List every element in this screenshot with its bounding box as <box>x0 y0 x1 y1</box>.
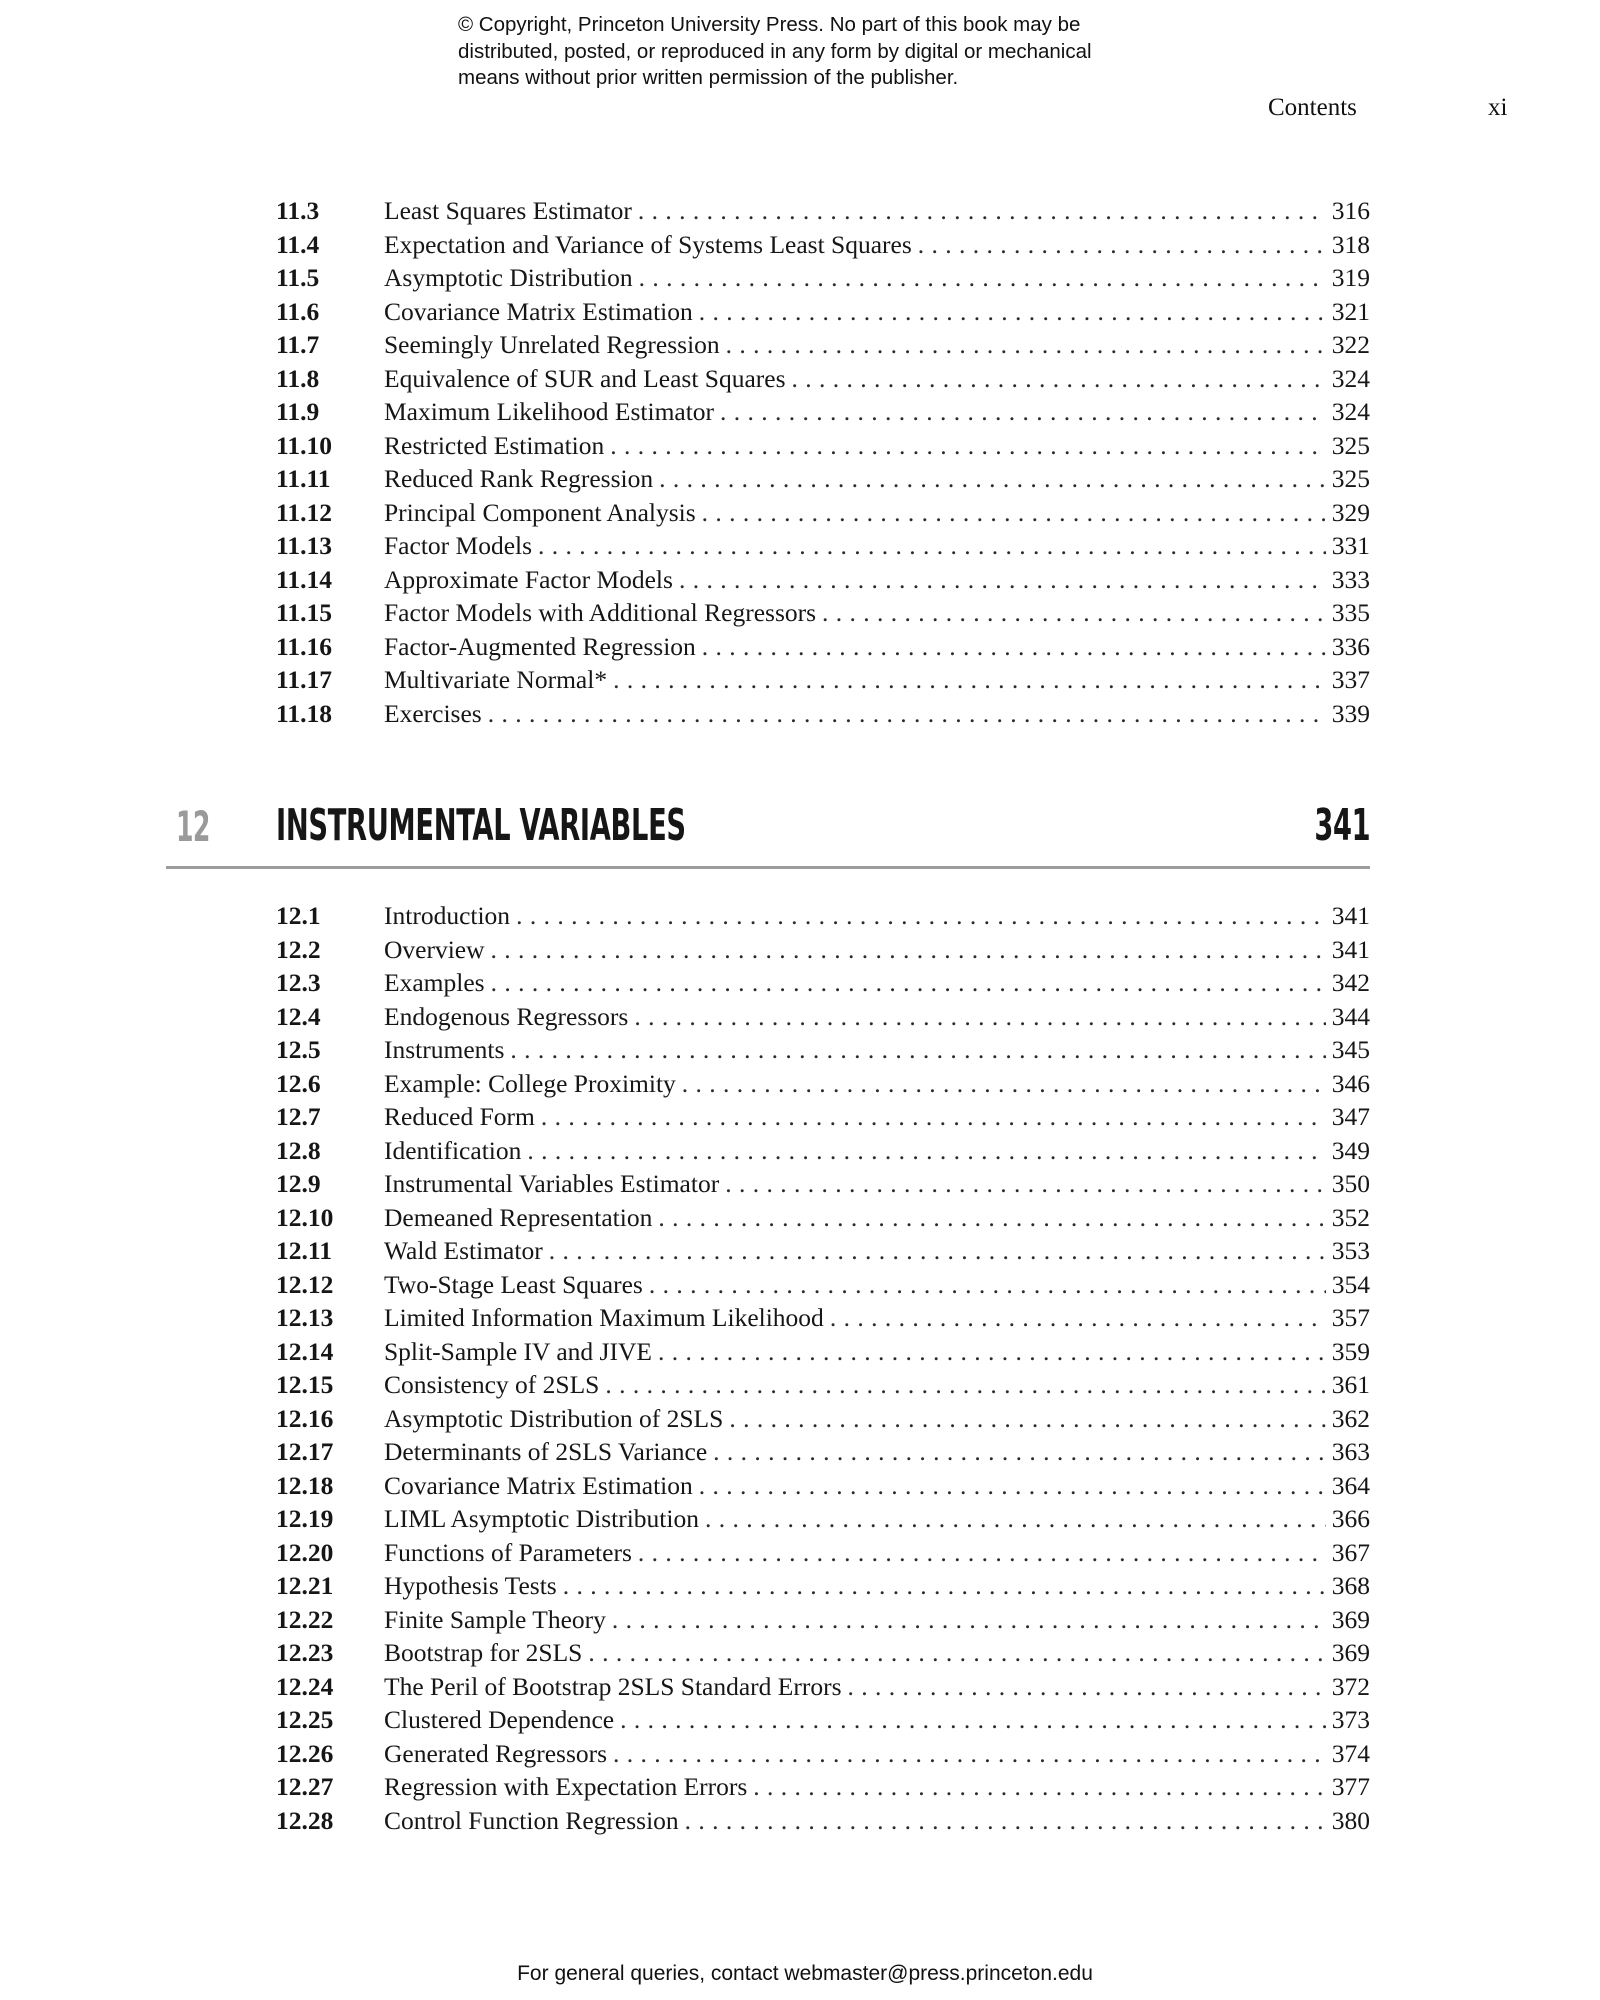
toc-entry-title: Instrumental Variables Estimator <box>384 1169 720 1198</box>
dot-leader <box>685 1804 1326 1838</box>
toc-entry-title: Maximum Likelihood Estimator <box>384 397 715 426</box>
dot-leader <box>612 1603 1326 1637</box>
dot-leader <box>613 1737 1326 1771</box>
toc-entry <box>276 529 1370 563</box>
toc-entry-number: 12.1 <box>276 901 321 930</box>
toc-entry-number: 11.14 <box>276 564 332 594</box>
toc-entry-page: 346 <box>1331 1068 1370 1098</box>
toc-entry-number: 12.20 <box>276 1537 334 1567</box>
toc-entry-number: 12.16 <box>276 1403 334 1433</box>
dot-leader <box>822 596 1326 630</box>
toc-entry <box>276 630 1370 664</box>
toc-entry-page: 331 <box>1331 531 1370 560</box>
toc-entry-page: 377 <box>1331 1772 1370 1801</box>
dot-leader <box>638 194 1326 228</box>
toc-entry <box>276 1703 1370 1737</box>
toc-entry-number: 12.7 <box>276 1102 321 1131</box>
toc-entry-number: 11.11 <box>276 464 331 493</box>
dot-leader <box>753 1770 1325 1804</box>
toc-entry <box>276 1335 1370 1369</box>
toc-entry-title: Clustered Dependence <box>384 1705 615 1734</box>
toc-entry-title: Exercises <box>384 698 482 728</box>
toc-entry-page: 372 <box>1331 1671 1370 1701</box>
dot-leader <box>713 1435 1326 1469</box>
toc-entry <box>276 429 1370 463</box>
toc-entry-page: 324 <box>1331 397 1370 426</box>
toc-entry <box>276 697 1370 731</box>
toc-section-list-chapter-12 <box>276 899 1370 1837</box>
toc-entry-title: Limited Information Maximum Likelihood <box>384 1303 824 1332</box>
toc-entry-page: 354 <box>1331 1269 1370 1299</box>
dot-leader <box>620 1703 1326 1737</box>
dot-leader <box>510 1033 1325 1067</box>
toc-entry-title: Consistency of 2SLS <box>384 1370 600 1399</box>
toc-entry-title: Introduction <box>384 901 511 930</box>
toc-entry-title: Determinants of 2SLS Variance <box>384 1437 708 1466</box>
toc-entry <box>276 1636 1370 1670</box>
toc-entry-page: 345 <box>1331 1035 1370 1064</box>
dot-leader <box>634 1000 1325 1034</box>
toc-entry <box>276 966 1370 1000</box>
toc-entry-number: 12.22 <box>276 1604 334 1634</box>
dot-leader <box>639 261 1326 295</box>
toc-entry-page: 373 <box>1331 1705 1370 1734</box>
toc-entry-number: 11.3 <box>276 196 320 225</box>
toc-entry-page: 369 <box>1331 1638 1370 1667</box>
toc-entry-number: 11.6 <box>276 296 320 326</box>
toc-entry-page: 364 <box>1331 1470 1370 1500</box>
toc-entry-title: Split-Sample IV and JIVE <box>384 1336 652 1366</box>
toc-entry <box>276 1067 1370 1101</box>
dot-leader <box>658 1335 1326 1369</box>
dot-leader <box>682 1067 1326 1101</box>
dot-leader <box>563 1569 1326 1603</box>
toc-entry <box>276 1201 1370 1235</box>
chapter-heading <box>166 792 1370 872</box>
chapter-page-number: 341 <box>1313 800 1370 851</box>
toc-entry-title: Reduced Form <box>384 1102 535 1131</box>
toc-entry-title: Control Function Regression <box>384 1805 679 1835</box>
dot-leader <box>658 1201 1325 1235</box>
dot-leader <box>491 966 1326 1000</box>
toc-entry <box>276 596 1370 630</box>
toc-entry-page: 361 <box>1331 1370 1370 1399</box>
toc-entry <box>276 1100 1370 1134</box>
toc-entry <box>276 1770 1370 1804</box>
toc-entry-page: 357 <box>1331 1303 1370 1332</box>
toc-entry-title: Multivariate Normal* <box>384 665 608 694</box>
toc-entry-number: 12.6 <box>276 1068 321 1098</box>
toc-entry-number: 12.15 <box>276 1370 334 1399</box>
toc-entry-title: Finite Sample Theory <box>384 1604 606 1634</box>
toc-entry-page: 324 <box>1331 363 1370 393</box>
toc-entry-title: LIML Asymptotic Distribution <box>384 1504 699 1533</box>
dot-leader <box>792 362 1326 396</box>
toc-section-list-chapter-11 <box>276 194 1370 730</box>
toc-entry <box>276 663 1370 697</box>
toc-entry-page: 368 <box>1331 1571 1370 1600</box>
toc-entry <box>276 1268 1370 1302</box>
dot-leader <box>610 429 1326 463</box>
toc-entry-number: 11.10 <box>276 430 332 460</box>
toc-entry-title: Identification <box>384 1135 522 1165</box>
toc-entry-title: Endogenous Regressors <box>384 1001 629 1031</box>
dot-leader <box>516 899 1326 933</box>
toc-entry-title: Bootstrap for 2SLS <box>384 1638 583 1667</box>
toc-entry <box>276 1569 1370 1603</box>
dot-leader <box>491 933 1326 967</box>
dot-leader <box>699 295 1326 329</box>
toc-entry <box>276 1167 1370 1201</box>
toc-entry-title: Factor-Augmented Regression <box>384 631 696 661</box>
toc-entry-number: 11.8 <box>276 363 320 393</box>
toc-entry <box>276 1603 1370 1637</box>
toc-entry <box>276 228 1370 262</box>
toc-entry <box>276 1670 1370 1704</box>
toc-entry-number: 12.17 <box>276 1437 334 1466</box>
toc-entry-number: 11.17 <box>276 665 332 694</box>
dot-leader <box>720 395 1326 429</box>
toc-entry-title: Covariance Matrix Estimation <box>384 296 693 326</box>
toc-entry-number: 12.19 <box>276 1504 334 1533</box>
toc-entry-title: Approximate Factor Models <box>384 564 673 594</box>
dot-leader <box>699 1469 1326 1503</box>
toc-entry-title: Expectation and Variance of Systems Least Squares <box>384 229 912 259</box>
dot-leader <box>702 496 1326 530</box>
toc-entry-page: 316 <box>1331 196 1370 225</box>
toc-entry <box>276 1804 1370 1838</box>
toc-entry-title: Wald Estimator <box>384 1236 543 1265</box>
copyright-line: distributed, posted, or reproduced in any form by digital or mechanical <box>458 39 1092 63</box>
toc-entry-page: 341 <box>1331 901 1370 930</box>
toc-entry <box>276 295 1370 329</box>
toc-entry-number: 12.24 <box>276 1671 334 1701</box>
toc-entry-number: 12.26 <box>276 1738 334 1768</box>
toc-entry-title: Restricted Estimation <box>384 430 605 460</box>
toc-entry-number: 12.25 <box>276 1705 334 1734</box>
toc-entry-number: 12.10 <box>276 1202 334 1232</box>
toc-entry-page: 325 <box>1331 430 1370 460</box>
toc-entry <box>276 1469 1370 1503</box>
toc-entry <box>276 899 1370 933</box>
toc-entry-title: Overview <box>384 934 485 964</box>
toc-entry <box>276 362 1370 396</box>
dot-leader <box>527 1134 1325 1168</box>
toc-entry <box>276 1435 1370 1469</box>
toc-entry <box>276 933 1370 967</box>
dot-leader <box>679 563 1326 597</box>
toc-entry-title: Reduced Rank Regression <box>384 464 654 493</box>
copyright-line: means without prior written permission of the publisher. <box>458 66 959 89</box>
toc-entry-page: 349 <box>1331 1135 1370 1165</box>
toc-entry-title: The Peril of Bootstrap 2SLS Standard Errors <box>384 1671 842 1701</box>
toc-entry-title: Factor Models with Additional Regressors <box>384 598 817 627</box>
toc-entry-page: 339 <box>1331 698 1370 728</box>
toc-entry-page: 335 <box>1331 598 1370 627</box>
toc-entry-page: 366 <box>1331 1504 1370 1533</box>
toc-entry-page: 380 <box>1331 1805 1370 1835</box>
toc-entry-title: Two-Stage Least Squares <box>384 1269 643 1299</box>
dot-leader <box>538 529 1326 563</box>
toc-entry <box>276 1234 1370 1268</box>
toc-entry-number: 12.18 <box>276 1470 334 1500</box>
toc-entry <box>276 1000 1370 1034</box>
toc-entry <box>276 1536 1370 1570</box>
toc-entry-number: 12.12 <box>276 1269 334 1299</box>
dot-leader <box>549 1234 1326 1268</box>
toc-entry-page: 353 <box>1331 1236 1370 1265</box>
toc-entry-number: 11.13 <box>276 531 332 560</box>
dot-leader <box>488 697 1326 731</box>
dot-leader <box>702 630 1326 664</box>
toc-entry-title: Generated Regressors <box>384 1738 608 1768</box>
toc-entry-page: 321 <box>1331 296 1370 326</box>
toc-entry-number: 12.4 <box>276 1001 321 1031</box>
toc-entry-page: 362 <box>1331 1403 1370 1433</box>
toc-entry-page: 325 <box>1331 464 1370 493</box>
toc-entry-title: Seemingly Unrelated Regression <box>384 330 720 359</box>
toc-entry-page: 329 <box>1331 497 1370 527</box>
toc-entry-number: 11.4 <box>276 229 320 259</box>
toc-entry <box>276 1368 1370 1402</box>
toc-entry-page: 337 <box>1331 665 1370 694</box>
dot-leader <box>588 1636 1325 1670</box>
dot-leader <box>613 663 1326 697</box>
dot-leader <box>726 328 1326 362</box>
toc-entry-page: 367 <box>1331 1537 1370 1567</box>
toc-entry <box>276 1033 1370 1067</box>
toc-entry <box>276 462 1370 496</box>
toc-entry <box>276 395 1370 429</box>
toc-entry-page: 342 <box>1331 968 1370 997</box>
toc-entry-title: Instruments <box>384 1035 505 1064</box>
dot-leader <box>848 1670 1326 1704</box>
toc-entry-page: 352 <box>1331 1202 1370 1232</box>
toc-entry-number: 12.3 <box>276 968 321 997</box>
copyright-line: © Copyright, Princeton University Press. No part of this book may be <box>458 13 1081 36</box>
toc-entry-number: 12.2 <box>276 934 321 964</box>
toc-entry-number: 11.5 <box>276 263 320 292</box>
toc-entry-title: Examples <box>384 968 485 997</box>
toc-entry-number: 12.27 <box>276 1772 334 1801</box>
toc-entry-number: 11.7 <box>276 330 320 359</box>
dot-leader <box>638 1536 1326 1570</box>
toc-entry-page: 322 <box>1331 330 1370 359</box>
toc-entry-title: Covariance Matrix Estimation <box>384 1470 693 1500</box>
toc-entry-title: Least Squares Estimator <box>384 196 632 225</box>
toc-entry <box>276 1134 1370 1168</box>
toc-entry <box>276 328 1370 362</box>
toc-entry-page: 369 <box>1331 1604 1370 1634</box>
toc-entry <box>276 496 1370 530</box>
dot-leader <box>725 1167 1326 1201</box>
toc-entry-number: 12.5 <box>276 1035 321 1064</box>
toc-entry-page: 318 <box>1331 229 1370 259</box>
toc-entry-title: Example: College Proximity <box>384 1068 676 1098</box>
toc-entry-number: 11.9 <box>276 397 320 426</box>
chapter-number: 12 <box>176 802 210 851</box>
dot-leader <box>918 228 1326 262</box>
toc-entry-page: 350 <box>1331 1169 1370 1198</box>
toc-entry-title: Hypothesis Tests <box>384 1571 557 1600</box>
dot-leader <box>649 1268 1326 1302</box>
toc-entry-number: 12.8 <box>276 1135 321 1165</box>
toc-entry <box>276 1402 1370 1436</box>
running-head-title: Contents <box>1268 94 1357 121</box>
toc-entry-title: Asymptotic Distribution <box>384 263 633 292</box>
toc-entry-page: 333 <box>1331 564 1370 594</box>
toc-entry <box>276 563 1370 597</box>
toc-entry-number: 12.21 <box>276 1571 334 1600</box>
toc-entry-title: Functions of Parameters <box>384 1537 632 1567</box>
toc-entry-page: 319 <box>1331 263 1370 292</box>
footer-contact: For general queries, contact webmaster@press.princeton.edu <box>517 1962 1093 1985</box>
toc-entry-page: 341 <box>1331 934 1370 964</box>
toc-entry-page: 347 <box>1331 1102 1370 1131</box>
dot-leader <box>705 1502 1326 1536</box>
toc-entry-number: 11.18 <box>276 698 332 728</box>
toc-entry <box>276 261 1370 295</box>
toc-entry <box>276 1301 1370 1335</box>
toc-entry-title: Principal Component Analysis <box>384 497 696 527</box>
dot-leader <box>605 1368 1325 1402</box>
toc-entry-title: Regression with Expectation Errors <box>384 1772 748 1801</box>
toc-entry-number: 11.15 <box>276 598 332 627</box>
toc-entry <box>276 1502 1370 1536</box>
toc-entry-page: 374 <box>1331 1738 1370 1768</box>
toc-entry-number: 12.23 <box>276 1638 334 1667</box>
toc-entry-number: 12.13 <box>276 1303 334 1332</box>
chapter-divider <box>166 866 1370 869</box>
toc-entry-title: Asymptotic Distribution of 2SLS <box>384 1403 724 1433</box>
toc-entry-number: 11.16 <box>276 631 332 661</box>
toc-entry-number: 11.12 <box>276 497 332 527</box>
toc-entry <box>276 194 1370 228</box>
dot-leader <box>541 1100 1326 1134</box>
toc-entry <box>276 1737 1370 1771</box>
chapter-title: INSTRUMENTAL VARIABLES <box>276 800 686 851</box>
toc-entry-number: 12.28 <box>276 1805 334 1835</box>
dot-leader <box>659 462 1326 496</box>
copyright-notice <box>458 12 1178 92</box>
toc-entry-page: 359 <box>1331 1336 1370 1366</box>
dot-leader <box>830 1301 1326 1335</box>
toc-entry-title: Demeaned Representation <box>384 1202 653 1232</box>
toc-entry-page: 344 <box>1331 1001 1370 1031</box>
dot-leader <box>729 1402 1325 1436</box>
running-head-page-number: xi <box>1488 94 1508 121</box>
toc-entry-number: 12.11 <box>276 1236 332 1265</box>
toc-entry-page: 363 <box>1331 1437 1370 1466</box>
toc-entry-title: Equivalence of SUR and Least Squares <box>384 363 786 393</box>
toc-entry-page: 336 <box>1331 631 1370 661</box>
toc-entry-number: 12.14 <box>276 1336 334 1366</box>
toc-entry-number: 12.9 <box>276 1169 321 1198</box>
toc-entry-title: Factor Models <box>384 531 533 560</box>
